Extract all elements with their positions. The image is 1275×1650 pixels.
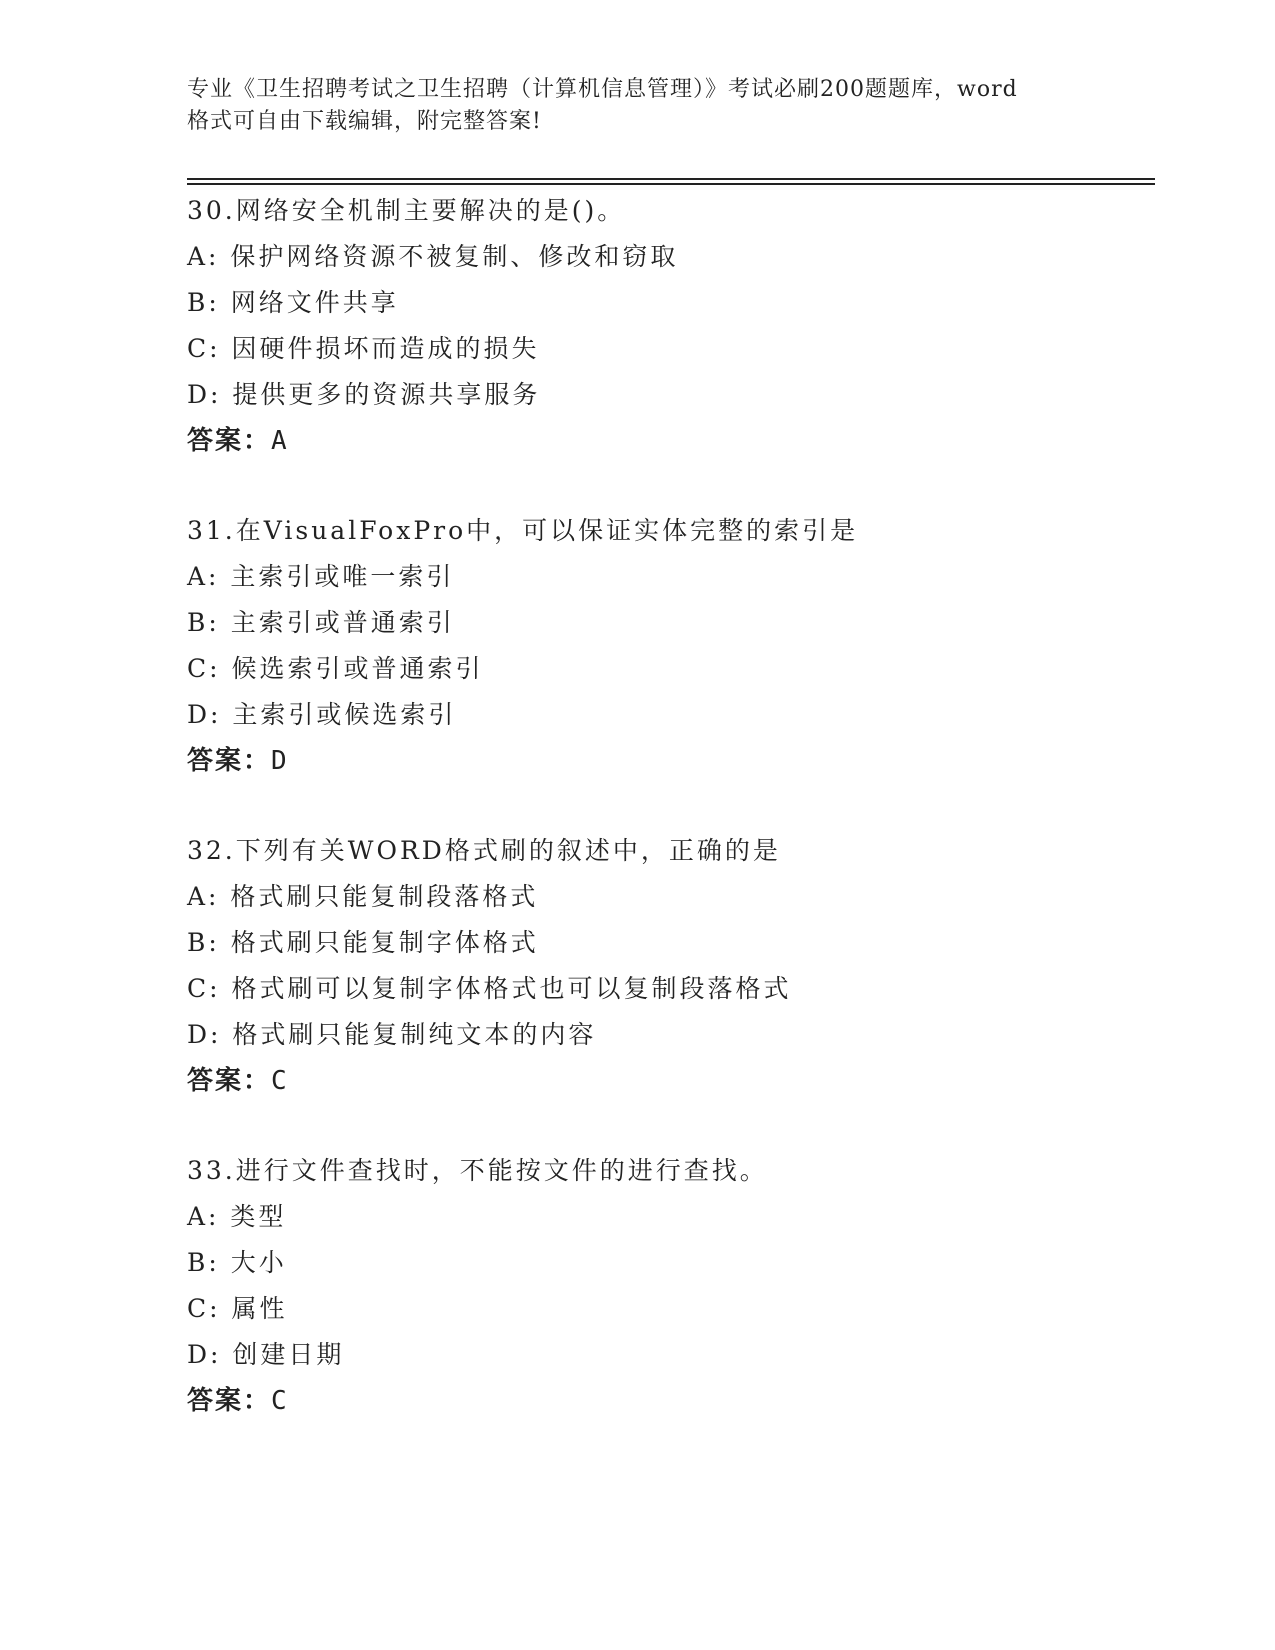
- question-number: 30.: [187, 196, 236, 225]
- option-d: D: 提供更多的资源共享服务: [187, 380, 541, 409]
- option-a: A: 保护网络资源不被复制、修改和窃取: [187, 242, 679, 271]
- option-d: D: 主索引或候选索引: [187, 700, 457, 729]
- question-text: 下列有关WORD格式刷的叙述中，正确的是: [235, 836, 781, 865]
- option-a: A: 格式刷只能复制段落格式: [187, 882, 539, 911]
- option-b: B: 主索引或普通索引: [187, 608, 455, 637]
- answer-label: 答案：: [187, 426, 272, 456]
- option-c: C: 因硬件损坏而造成的损失: [187, 334, 540, 363]
- answer-value: D: [271, 746, 287, 776]
- option-d: D: 格式刷只能复制纯文本的内容: [187, 1020, 597, 1049]
- question-number: 32.: [187, 836, 236, 865]
- answer-label: 答案：: [187, 1066, 272, 1096]
- answer-value: A: [271, 426, 287, 456]
- question-31: [187, 508, 1167, 784]
- question-stem: [187, 828, 1167, 874]
- question-stem: [187, 1148, 1167, 1194]
- question-33: [187, 1148, 1167, 1424]
- answer-value: C: [271, 1386, 287, 1416]
- answer-value: C: [271, 1066, 287, 1096]
- header-divider-top: [187, 178, 1155, 180]
- option-b: B: 格式刷只能复制字体格式: [187, 928, 539, 957]
- option-b: B: 网络文件共享: [187, 288, 399, 317]
- question-number: 33.: [187, 1156, 236, 1185]
- question-30: [187, 188, 1167, 464]
- question-text: 进行文件查找时，不能按文件的进行查找。: [235, 1156, 768, 1185]
- document-header: [187, 74, 1087, 138]
- answer-line: [187, 418, 1167, 464]
- question-stem: [187, 188, 1167, 234]
- option-c: C: 格式刷可以复制字体格式也可以复制段落格式: [187, 974, 792, 1003]
- answer-label: 答案：: [187, 1386, 272, 1416]
- answer-line: [187, 1058, 1167, 1104]
- option-c: C: 属性: [187, 1294, 288, 1323]
- header-title-line2: 格式可自由下载编辑，附完整答案!: [187, 109, 542, 134]
- answer-label: 答案：: [187, 746, 272, 776]
- question-32: [187, 828, 1167, 1104]
- question-text: 在VisualFoxPro中，可以保证实体完整的索引是: [235, 516, 859, 545]
- question-text: 网络安全机制主要解决的是()。: [235, 196, 626, 225]
- option-b: B: 大小: [187, 1248, 287, 1277]
- answer-line: [187, 1378, 1167, 1424]
- option-a: A: 类型: [187, 1202, 287, 1231]
- answer-line: [187, 738, 1167, 784]
- question-stem: [187, 508, 1167, 554]
- question-number: 31.: [187, 516, 236, 545]
- option-d: D: 创建日期: [187, 1340, 345, 1369]
- header-title-line1: 专业《卫生招聘考试之卫生招聘（计算机信息管理）》考试必刷200题题库，word: [187, 77, 1018, 102]
- header-divider-bottom: [187, 183, 1155, 185]
- option-a: A: 主索引或唯一索引: [187, 562, 455, 591]
- option-c: C: 候选索引或普通索引: [187, 654, 484, 683]
